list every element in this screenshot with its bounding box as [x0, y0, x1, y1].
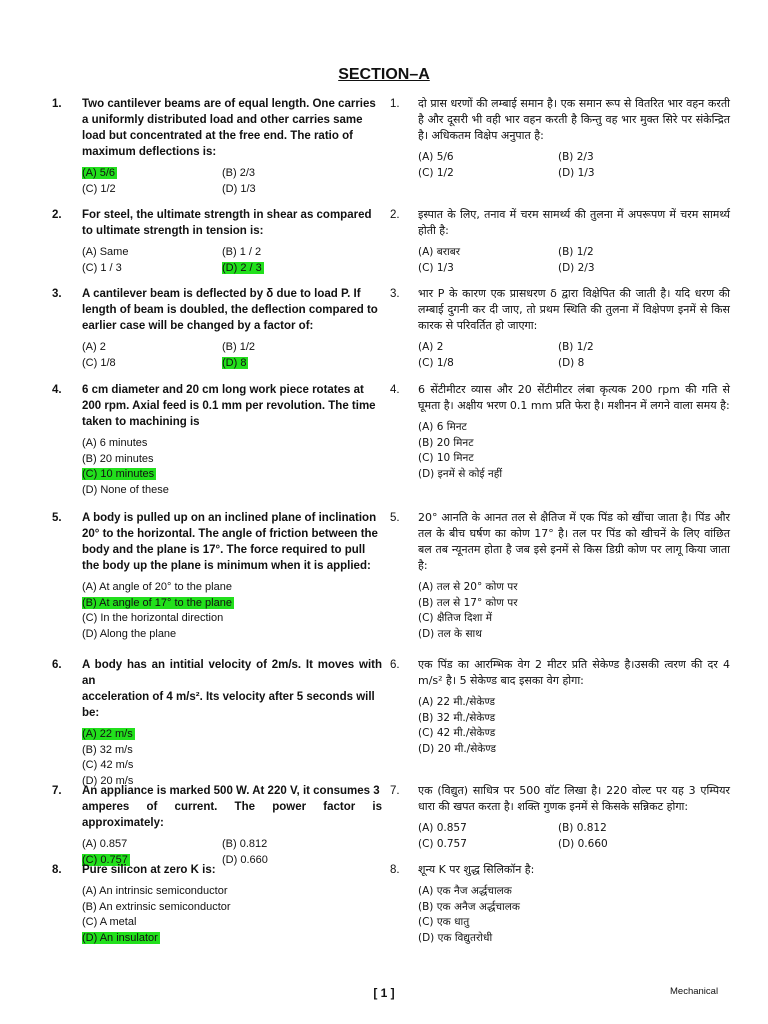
question-3-hindi — [390, 286, 730, 371]
option-c: (C) 42 मी./सेकेण्ड — [418, 727, 496, 739]
options — [418, 580, 730, 642]
option-c: (C) 1/8 — [82, 356, 116, 369]
option-d: (D) 0.660 — [558, 837, 608, 850]
question-3-english — [52, 286, 382, 371]
question-number: 4. — [52, 384, 62, 396]
option-a: (A) At angle of 20° to the plane — [82, 581, 232, 593]
option-d: (D) 20 m/s — [82, 774, 134, 787]
question-text: Two cantilever beams are of equal length. One carries a uniformly distributed load and other carries same load but concentrated at the free end. The ratio of maximum deflections is: — [82, 98, 376, 158]
question-8-hindi — [390, 862, 730, 946]
options — [82, 166, 382, 197]
question-number: 8. — [52, 864, 62, 876]
question-7-hindi — [390, 783, 730, 852]
option-c: (C) 0.757 — [418, 837, 467, 850]
question-4-english — [52, 382, 382, 498]
option-a: (A) 6 मिनट — [418, 421, 467, 433]
option-a: (A) 2 — [82, 341, 106, 353]
question-text: दो प्रास धरणों की लम्बाई समान है। एक समान रूप से वितरित भार वहन करती है और दूसरी भी वही भार वहन करती है किन्तु वह भार मुक्त सिरे पर संकेन्द्रित है। अधिकतम विक्षेप अनुपात है: — [418, 97, 730, 142]
option-b: (B) 1/2 — [558, 341, 594, 353]
question-text: शून्य K पर शुद्ध सिलिकॉन है: — [418, 863, 535, 876]
option-a: (A) 2 — [418, 341, 444, 353]
question-number: 7. — [390, 785, 400, 797]
option-b: (B) एक अनैज अर्द्धचालक — [418, 900, 520, 913]
option-b: (B) तल से 17° कोण पर — [418, 596, 518, 609]
question-4-hindi — [390, 382, 730, 482]
option-d: (D) 1/3 — [558, 166, 595, 179]
question-text: 6 cm diameter and 20 cm long work piece rotates at 200 rpm. Axial feed is 0.1 mm per revolution. The time taken to machining is — [82, 384, 376, 428]
option-b: (B) 32 मी./सेकेण्ड — [418, 711, 496, 724]
question-number: 2. — [390, 209, 400, 221]
option-b: (B) 2/3 — [558, 151, 594, 163]
question-1-english — [52, 96, 382, 197]
question-text: A body is pulled up on an inclined plane of inclination 20° to the horizontal. The angle of friction between the body and the plane is 17°. The force required to pull the body up the plane is minimum when it is applied: — [82, 512, 378, 572]
question-text: एक पिंड का आरम्भिक वेग 2 मीटर प्रति सेकेण्ड है।उसकी त्वरण की दर 4 m/s² है। 5 सेकेण्ड बाद इसका वेग होगा: — [418, 658, 730, 687]
option-d-correct: (D) 2 / 3 — [222, 261, 262, 274]
option-c: (C) 1 / 3 — [82, 261, 122, 274]
question-number: 7. — [52, 785, 62, 797]
option-b: (B) 0.812 — [558, 822, 607, 834]
question-text: भार P के कारण एक प्रासधरण δ द्वारा विक्षेपित की जाती है। यदि धरण की लम्बाई दुगनी कर दी जाए, तो प्रथम स्थिति की तुलना में विक्षेपण इनमें से किस कारक से परिवर्तित हो जाएगा: — [418, 287, 730, 332]
option-c: (C) 1/3 — [418, 261, 454, 274]
option-b: (B) 32 m/s — [82, 743, 133, 756]
question-text: 6 सेंटीमीटर व्यास और 20 सेंटीमीटर लंबा कृत्यक 200 rpm की गति से घूमता है। अक्षीय भरण 0.1 mm प्रति फेरा है। मशीनन में लगने वाला समय है: — [418, 383, 730, 412]
option-b: (B) 2/3 — [222, 167, 256, 179]
option-d: (D) एक विद्युतरोधी — [418, 931, 493, 944]
option-d: (D) इनमें से कोई नहीं — [418, 467, 503, 480]
question-number: 1. — [390, 98, 400, 110]
option-a: (A) 5/6 — [418, 151, 454, 163]
options — [82, 884, 382, 946]
page-number: [ 1 ] — [373, 986, 395, 1000]
options — [418, 245, 730, 276]
option-a: (A) बराबर — [418, 246, 461, 258]
option-d: (D) 20 मी./सेकेण्ड — [418, 742, 496, 755]
options — [418, 884, 730, 946]
option-a: (A) 6 minutes — [82, 437, 148, 449]
option-a: (A) An intrinsic semiconductor — [82, 885, 228, 897]
option-d: (D) Along the plane — [82, 627, 177, 640]
question-number: 1. — [52, 98, 62, 110]
option-c-correct: (C) 10 minutes — [82, 468, 155, 480]
option-a: (A) 22 मी./सेकेण्ड — [418, 696, 496, 708]
option-a-correct: (A) 22 m/s — [82, 728, 133, 740]
question-number: 5. — [390, 512, 400, 524]
option-a: (A) Same — [82, 246, 129, 258]
question-6-english — [52, 657, 382, 789]
option-d: (D) 2/3 — [558, 261, 595, 274]
question-text: इस्पात के लिए, तनाव में चरम सामर्थ्य की तुलना में अपरूपण में चरम सामर्थ्य होती है: — [418, 208, 730, 237]
question-5-english — [52, 510, 382, 642]
option-c: (C) 42 m/s — [82, 759, 134, 771]
question-number: 6. — [390, 659, 400, 671]
options — [418, 821, 730, 852]
question-number: 3. — [390, 288, 400, 300]
question-number: 5. — [52, 512, 62, 524]
options — [82, 727, 382, 789]
question-8-english — [52, 862, 382, 946]
options — [418, 420, 730, 482]
option-b: (B) 1 / 2 — [222, 246, 262, 258]
option-a-correct: (A) 5/6 — [82, 167, 116, 179]
options — [418, 695, 730, 757]
option-d-correct: (D) An insulator — [82, 931, 158, 944]
question-number: 8. — [390, 864, 400, 876]
option-b: (B) An extrinsic semiconductor — [82, 900, 231, 913]
question-7-english — [52, 783, 382, 868]
option-b-correct: (B) At angle of 17° to the plane — [82, 596, 232, 609]
option-b: (B) 1/2 — [558, 246, 594, 258]
question-number: 4. — [390, 384, 400, 396]
option-c-correct: (C) 0.757 — [82, 853, 128, 866]
option-d: (D) 8 — [558, 356, 585, 369]
option-d: (D) None of these — [82, 483, 169, 496]
option-d: (D) 1/3 — [222, 182, 256, 195]
option-b: (B) 1/2 — [222, 341, 256, 353]
options — [82, 436, 382, 498]
option-c: (C) In the horizontal direction — [82, 612, 224, 624]
question-text: A body has an intitial velocity of 2m/s. It moves with an acceleration of 4 m/s². Its velocity after 5 seconds will be: — [82, 659, 382, 719]
question-2-hindi — [390, 207, 730, 276]
option-d: (D) तल के साथ — [418, 627, 482, 640]
options — [418, 150, 730, 181]
question-text: A cantilever beam is deflected by δ due to load P. If length of beam is doubled, the deflection compared to earlier case will be changed by a factor of: — [82, 288, 378, 332]
subject-label: Mechanical — [670, 986, 719, 997]
options — [82, 580, 382, 642]
question-text: एक (विद्युत) साधित्र पर 500 वॉट लिखा है। 220 वोल्ट पर यह 3 एम्पियर धारा की खपत करता है। शक्ति गुणक इनमें से किसके सन्निकट होगा: — [418, 784, 730, 813]
option-c: (C) 10 मिनट — [418, 452, 474, 464]
option-c: (C) A metal — [82, 916, 137, 928]
options — [82, 245, 382, 276]
question-5-hindi — [390, 510, 730, 642]
options — [418, 340, 730, 371]
option-c: (C) 1/8 — [418, 356, 454, 369]
option-c: (C) एक धातु — [418, 916, 470, 928]
option-a: (A) 0.857 — [82, 838, 128, 850]
question-text: Pure silicon at zero K is: — [82, 864, 216, 876]
option-a: (A) एक नैज अर्द्धचालक — [418, 885, 512, 897]
question-text: An appliance is marked 500 W. At 220 V, it consumes 3 amperes of current. The power factor is approximately: — [82, 785, 382, 829]
question-1-hindi — [390, 96, 730, 181]
option-d: (D) 0.660 — [222, 853, 268, 866]
option-a: (A) तल से 20° कोण पर — [418, 581, 518, 593]
question-6-hindi — [390, 657, 730, 757]
option-c: (C) 1/2 — [418, 166, 454, 179]
option-c: (C) 1/2 — [82, 182, 116, 195]
option-b: (B) 0.812 — [222, 838, 268, 850]
section-title: SECTION–A — [338, 66, 430, 83]
option-c: (C) क्षैतिज दिशा में — [418, 612, 492, 624]
option-b: (B) 20 minutes — [82, 452, 154, 465]
option-d-correct: (D) 8 — [222, 356, 247, 369]
question-text: 20° आनति के आनत तल से क्षैतिज में एक पिंड को खींचा जाता है। पिंड और तल के बीच घर्षण का कोण 17° है। तल पर पिंड को खीचनें के लिए वांछित बल तब न्यूनतम होता है जब इसे इनमें से किस डिग्री कोण पर लागू किया जाता है: — [418, 511, 730, 572]
option-b: (B) 20 मिनट — [418, 436, 474, 449]
question-number: 2. — [52, 209, 62, 221]
question-2-english — [52, 207, 382, 276]
question-number: 6. — [52, 659, 62, 671]
options — [82, 340, 382, 371]
option-a: (A) 0.857 — [418, 822, 467, 834]
question-number: 3. — [52, 288, 62, 300]
question-text: For steel, the ultimate strength in shear as compared to ultimate strength in tension is: — [82, 209, 372, 237]
